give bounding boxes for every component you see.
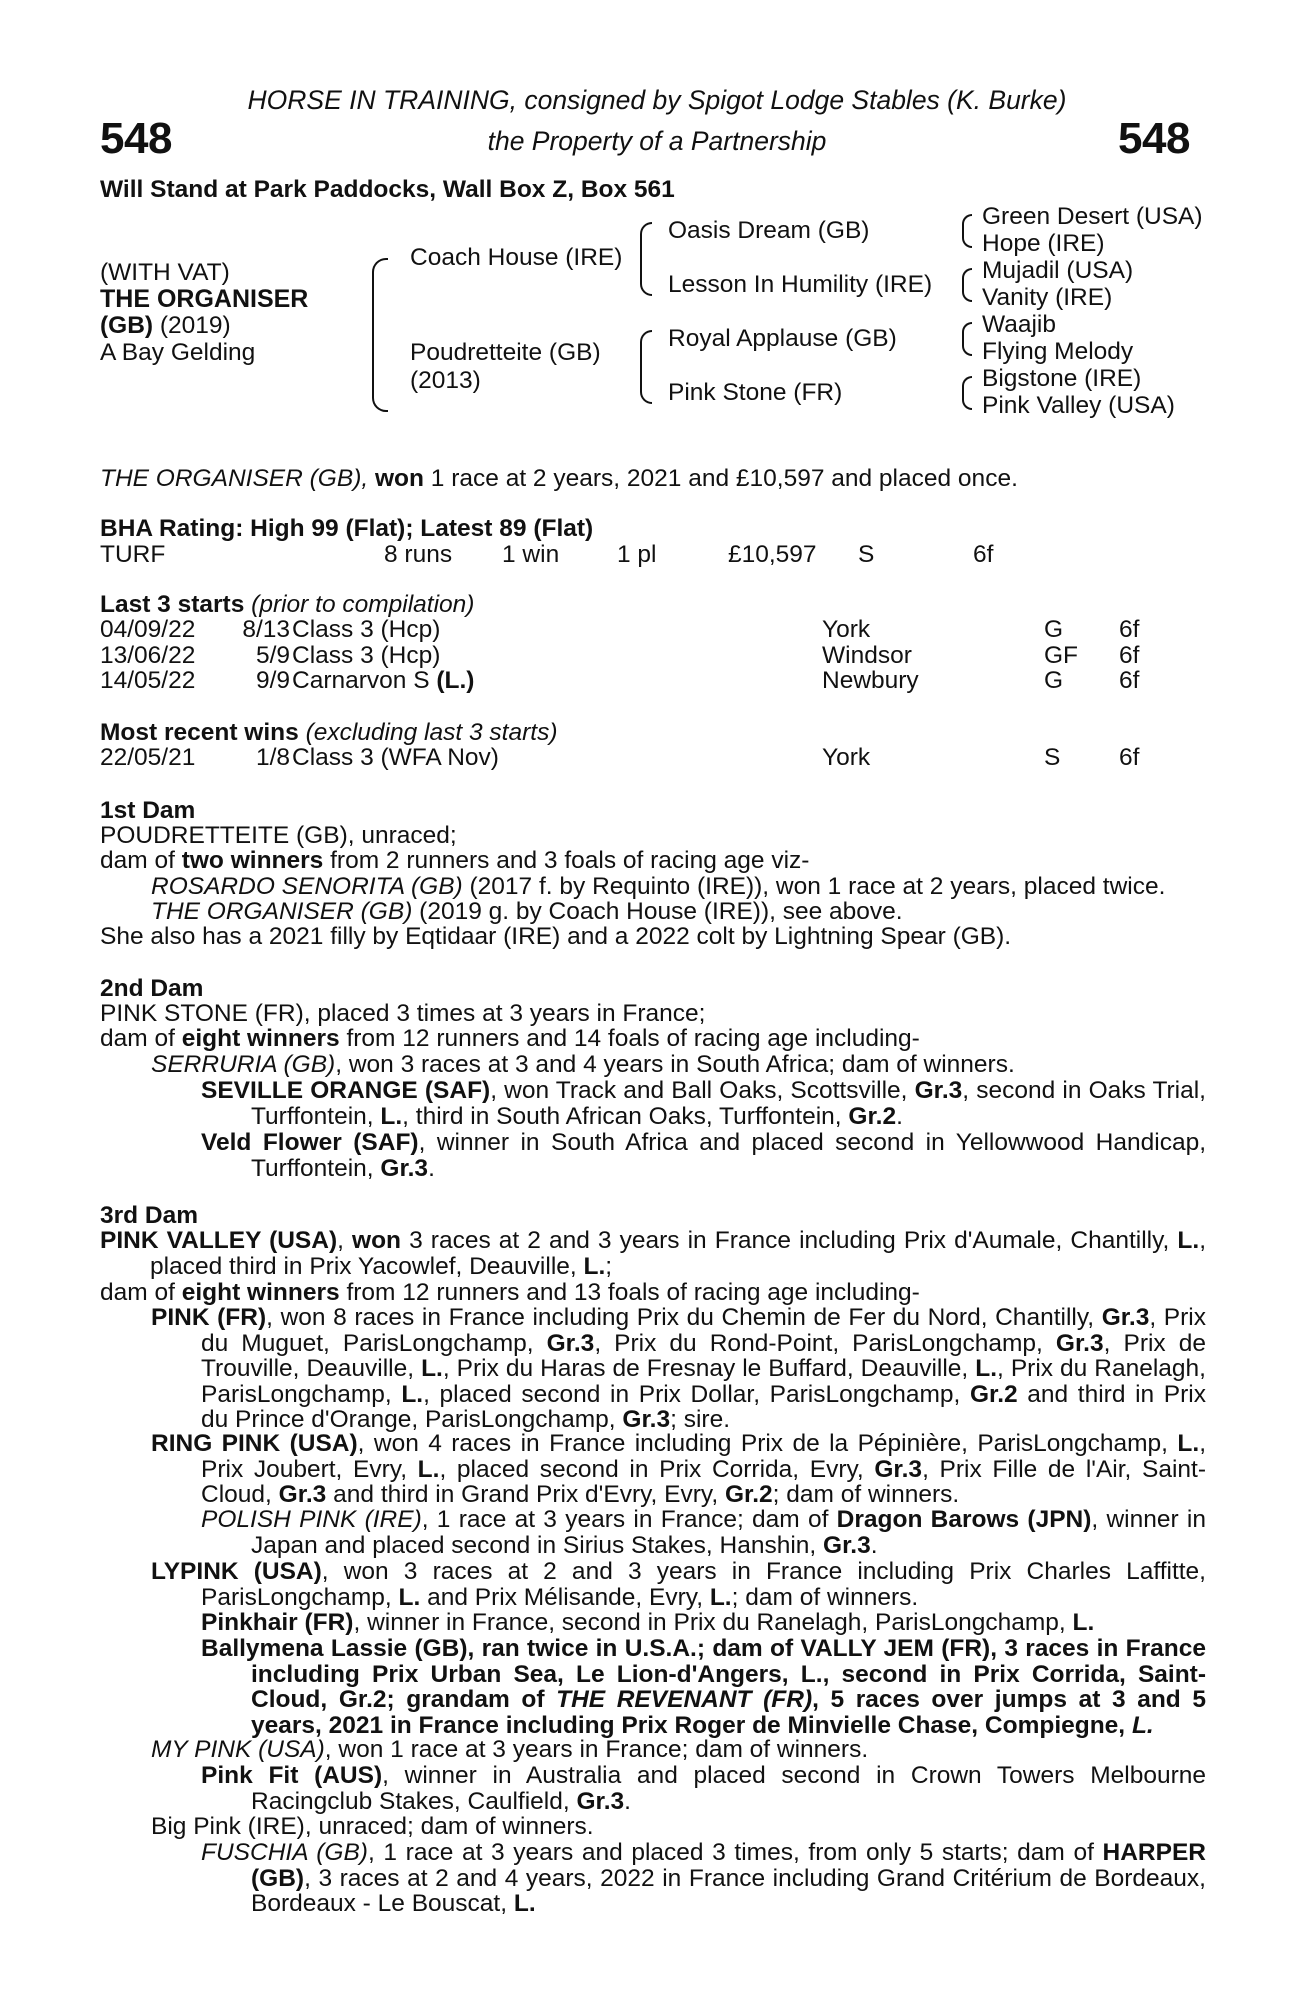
last3-dist: 6f: [1119, 667, 1140, 694]
d3ring-text: RING PINK (USA), won 4 races in France including Prix de la Pépinière, ParisLongchamp, L., Prix Joubert, Evry, L., placed second in Prix Corrida, Evry, Gr.3, Prix Fille de l'Air, Saint-Cloud, Gr.3 and third in Grand Prix d'Evry, Evry, Gr.2; dam of winners.: [151, 1430, 1206, 1508]
dam3-my-pink: [151, 1737, 1206, 1763]
recent-date: 22/05/21: [100, 744, 196, 771]
g-dds: Bigstone (IRE): [982, 365, 1142, 392]
dam2-line3: SERRURIA (GB), won 3 races at 3 and 4 years in South Africa; dam of winners.: [151, 1051, 1015, 1078]
g-ssd: Hope (IRE): [982, 230, 1105, 257]
last3-pos: 8/13: [242, 616, 290, 643]
dam3-ballymena: [201, 1636, 1206, 1738]
d3lypink-text: LYPINK (USA), won 3 races at 2 and 3 years in France including Prix Charles Laffitte, ParisLongchamp, L. and Prix Mélisande, Evry, L.; dam of winners.: [151, 1558, 1206, 1611]
g-sds: Mujadil (USA): [982, 257, 1134, 284]
d3mypink-text: MY PINK (USA), won 1 race at 3 years in France; dam of winners.: [151, 1736, 869, 1763]
dam: Poudretteite (GB): [410, 339, 601, 366]
recent-pos: 1/8: [255, 744, 290, 771]
lot-number-left: 548: [100, 114, 172, 163]
dam3-pink-fit: [201, 1763, 1206, 1814]
dam1-line2: dam of two winners from 2 runners and 3 foals of racing age viz-: [100, 847, 810, 874]
bha-rating: BHA Rating: High 99 (Flat); Latest 89 (Flat): [100, 515, 594, 542]
wins: 1 win: [502, 541, 560, 568]
placings: 1 pl: [617, 541, 657, 568]
d3bally-text: Ballymena Lassie (GB), ran twice in U.S.A.; dam of VALLY JEM (FR), 3 races in France including Prix Urban Sea, Le Lion-d'Angers, L., second in Prix Corrida, Saint-Cloud, Gr.2; grandam of THE REVENANT (FR), 5 races over jumps at 3 and 5 years, 2021 in France including Prix Roger de Minvielle Chase, Compiegne, L.: [201, 1635, 1207, 1739]
horse-name: THE ORGANISER: [100, 285, 309, 313]
prize-money: £10,597: [728, 541, 817, 568]
d3pinkhair-text: Pinkhair (FR), winner in France, second in Prix du Ranelagh, ParisLongchamp, L.: [201, 1609, 1095, 1636]
dam3-big-pink: Big Pink (IRE), unraced; dam of winners.: [151, 1813, 594, 1840]
d3fuschia-text: FUSCHIA (GB), 1 race at 3 years and placed 3 times, from only 5 starts; dam of HARPER (GB), 3 races at 2 and 4 years, 2022 in France including Grand Critérium de Bordeaux, Bordeaux - Le Bouscat, L.: [201, 1839, 1206, 1917]
dam1-line1: POUDRETTEITE (GB), unraced;: [100, 822, 457, 849]
last3-date: 13/06/22: [100, 641, 196, 669]
dam-year: (2013): [410, 367, 481, 394]
brace-dam: [640, 330, 652, 404]
recent-course: York: [822, 744, 871, 771]
d3polish-text: POLISH PINK (IRE), 1 race at 3 years in France; dam of Dragon Barows (JPN), winner in Japan and placed second in Sirius Stakes, Hanshin, Gr.3.: [201, 1506, 1206, 1559]
last3-pos: 5/9: [255, 641, 290, 669]
last3-dist: 6f: [1119, 616, 1140, 643]
g-ddd: Pink Valley (USA): [982, 392, 1175, 419]
d2p1-text: SEVILLE ORANGE (SAF), won Track and Ball Oaks, Scottsville, Gr.3, second in Oaks Trial, Turffontein, L., third in South African Oaks, Turffontein, Gr.2.: [201, 1077, 1206, 1130]
dam2-line1: PINK STONE (FR), placed 3 times at 3 years in France;: [100, 1000, 706, 1027]
brace-dd: [962, 376, 972, 410]
brace-ss: [962, 214, 972, 248]
dam3-polish-pink: [201, 1507, 1206, 1558]
last3-heading: Last 3 starts (prior to compilation): [100, 591, 475, 618]
page-subtitle: the Property of a Partnership: [487, 126, 827, 156]
recent-going: S: [1044, 744, 1061, 771]
dam-sire: Royal Applause (GB): [668, 325, 897, 352]
recent-heading: Most recent wins (excluding last 3 starts): [100, 719, 558, 746]
vat-note: (WITH VAT): [100, 259, 230, 286]
dam1-line4: THE ORGANISER (GB) (2019 g. by Coach House (IRE)), see above.: [151, 898, 903, 925]
runs: 8 runs: [384, 541, 453, 568]
last3-course: York: [822, 616, 871, 643]
going: S: [858, 541, 875, 568]
dam3-fuschia: [201, 1840, 1206, 1917]
sire-dam: Lesson In Humility (IRE): [668, 271, 933, 298]
last3-race: Carnarvon S (L.): [292, 667, 475, 694]
d3p0-text: PINK VALLEY (USA), won 3 races at 2 and 3 years in France including Prix d'Aumale, Chantilly, L., placed third in Prix Yacowlef, Deauville, L.;: [100, 1227, 1206, 1280]
last3-going: GF: [1044, 641, 1079, 669]
dam2-seville: [201, 1078, 1206, 1129]
last3-race: Class 3 (Hcp): [292, 641, 441, 669]
race-summary: THE ORGANISER (GB), won 1 race at 2 years, 2021 and £10,597 and placed once.: [100, 465, 1018, 492]
d2p2-text: Veld Flower (SAF), winner in South Africa and placed second in Yellowwood Handicap, Turffontein, Gr.3.: [201, 1129, 1206, 1182]
dam3-pink-valley: [100, 1228, 1206, 1279]
dam1-line3: ROSARDO SENORITA (GB) (2017 f. by Requinto (IRE)), won 1 race at 2 years, placed twice.: [151, 873, 1166, 900]
g-sss: Green Desert (USA): [982, 203, 1203, 230]
dam2-heading: 2nd Dam: [100, 975, 204, 1002]
last3-pos: 9/9: [255, 667, 290, 694]
last3-going: G: [1044, 667, 1064, 694]
last3-going: G: [1044, 616, 1064, 643]
g-dss: Waajib: [982, 311, 1056, 338]
dam2-veld: [201, 1130, 1206, 1181]
d3pink-text: PINK (FR), won 8 races in France including Prix du Chemin de Fer du Nord, Chantilly, Gr.3, Prix du Muguet, ParisLongchamp, Gr.3, Prix du Rond-Point, ParisLongchamp, Gr.3, Prix de Trouville, Deauville, L., Prix du Haras de Fresnay le Buffard, Deauville, L., Prix du Ranelagh, ParisLongchamp, L., placed second in Prix Dollar, ParisLongchamp, Gr.2 and third in Prix du Prince d'Orange, ParisLongchamp, Gr.3; sire.: [151, 1304, 1206, 1433]
brace-main: [372, 258, 388, 412]
stand-info: Will Stand at Park Paddocks, Wall Box Z, Box 561: [100, 176, 675, 203]
dam3-pink: [151, 1305, 1206, 1433]
surface: TURF: [100, 541, 166, 568]
g-dsd: Flying Melody: [982, 338, 1134, 365]
dam3-line2: dam of eight winners from 12 runners and 13 foals of racing age including-: [100, 1279, 920, 1306]
dam1-line5: She also has a 2021 filly by Eqtidaar (IRE) and a 2022 colt by Lightning Spear (GB).: [100, 923, 1012, 950]
horse-description: A Bay Gelding: [100, 339, 256, 366]
dam3-ring-pink: [151, 1431, 1206, 1508]
lot-number-right: 548: [1118, 114, 1190, 163]
dam3-heading: 3rd Dam: [100, 1202, 199, 1229]
sire-sire: Oasis Dream (GB): [668, 217, 870, 244]
distance: 6f: [973, 541, 994, 568]
d3pinkfit-text: Pink Fit (AUS), winner in Australia and placed second in Crown Towers Melbourne Racingclub Stakes, Caulfield, Gr.3.: [201, 1762, 1206, 1815]
horse-name-line2: (GB) (2019): [100, 312, 231, 339]
dam3-lypink: [151, 1559, 1206, 1610]
dam1-heading: 1st Dam: [100, 797, 196, 824]
dam-dam: Pink Stone (FR): [668, 379, 843, 406]
last3-course: Windsor: [822, 641, 912, 669]
brace-sd: [962, 268, 972, 302]
g-sdd: Vanity (IRE): [982, 284, 1113, 311]
last3-race-listed: (L.): [436, 667, 475, 694]
last3-dist: 6f: [1119, 641, 1140, 669]
last3-course: Newbury: [822, 667, 919, 694]
recent-dist: 6f: [1119, 744, 1140, 771]
sire: Coach House (IRE): [410, 244, 623, 271]
brace-sire: [640, 222, 652, 296]
last3-date: 14/05/22: [100, 667, 196, 694]
dam2-line2: dam of eight winners from 12 runners and 14 foals of racing age including-: [100, 1025, 920, 1052]
brace-ds: [962, 322, 972, 356]
recent-race: Class 3 (WFA Nov): [292, 744, 499, 771]
last3-race: Class 3 (Hcp): [292, 616, 441, 643]
dam3-pinkhair: [201, 1610, 1206, 1636]
page-title: HORSE IN TRAINING, consigned by Spigot Lodge Stables (K. Burke): [247, 85, 1067, 115]
last3-date: 04/09/22: [100, 616, 196, 643]
